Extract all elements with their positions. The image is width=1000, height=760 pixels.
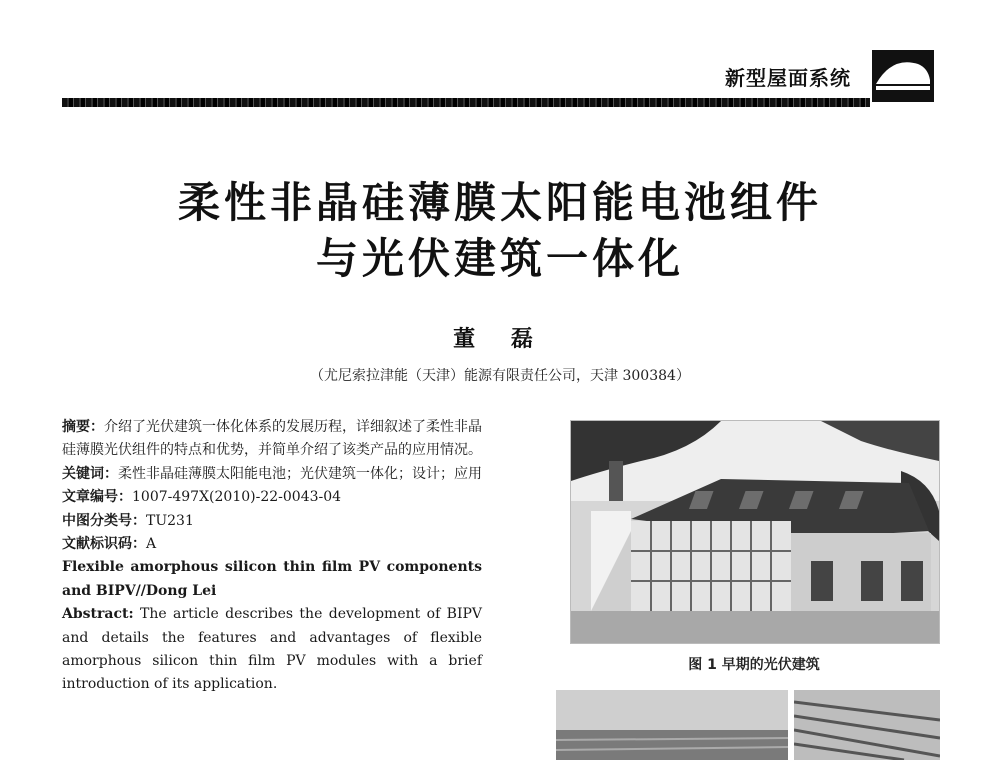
- abstract-en-text: The article describes the development of BIPV and details the features and advantages of flexible amorphous silicon thin film PV modules with a brief introduction of its application.: [62, 606, 482, 693]
- title-line-1: 柔性非晶硅薄膜太阳能电池组件: [177, 178, 822, 227]
- article-number-text: 1007-497X(2010)-22-0043-04: [132, 489, 342, 506]
- article-number-label: 文章编号：: [62, 489, 132, 506]
- english-title: Flexible amorphous silicon thin film PV components and BIPV//Dong Lei: [62, 559, 482, 599]
- document-code: [62, 533, 482, 556]
- title-line-2: 与光伏建筑一体化: [315, 234, 684, 283]
- figure-2-photo-right: [794, 690, 940, 760]
- keywords-cn-label: 关键词：: [62, 465, 118, 482]
- classification-number: [62, 510, 482, 533]
- abstract-cn-text: 介绍了光伏建筑一体化体系的发展历程，详细叙述了柔性非晶硅薄膜光伏组件的特点和优势，并简单介绍了该类产品的应用情况。: [62, 419, 482, 459]
- abstract-en-label: Abstract:: [62, 606, 134, 623]
- document-code-label: 文献标识码：: [62, 536, 146, 553]
- keywords-cn-text: 柔性非晶硅薄膜太阳能电池；光伏建筑一体化；设计；应用: [118, 465, 482, 482]
- keywords-cn: [62, 463, 482, 486]
- section-label: 新型屋面系统: [725, 66, 851, 90]
- classification-number-label: 中图分类号：: [62, 512, 146, 529]
- abstract-cn: [62, 416, 482, 463]
- affiliation: （尤尼索拉津能（天津）能源有限责任公司，天津 300384）: [310, 368, 690, 384]
- front-matter: [62, 416, 482, 697]
- header-rule: [62, 98, 870, 107]
- article-number: [62, 486, 482, 509]
- classification-number-text: TU231: [146, 512, 194, 529]
- header-emblem-icon: [872, 50, 934, 102]
- figure-2-photo-left: [556, 690, 788, 760]
- abstract-en: [62, 603, 482, 697]
- document-code-text: A: [146, 536, 157, 553]
- author: 董 磊: [453, 326, 547, 352]
- figure-1-caption: 图 1 早期的光伏建筑: [688, 657, 820, 673]
- figure-1-photo: [570, 420, 940, 644]
- abstract-cn-label: 摘要：: [62, 419, 104, 435]
